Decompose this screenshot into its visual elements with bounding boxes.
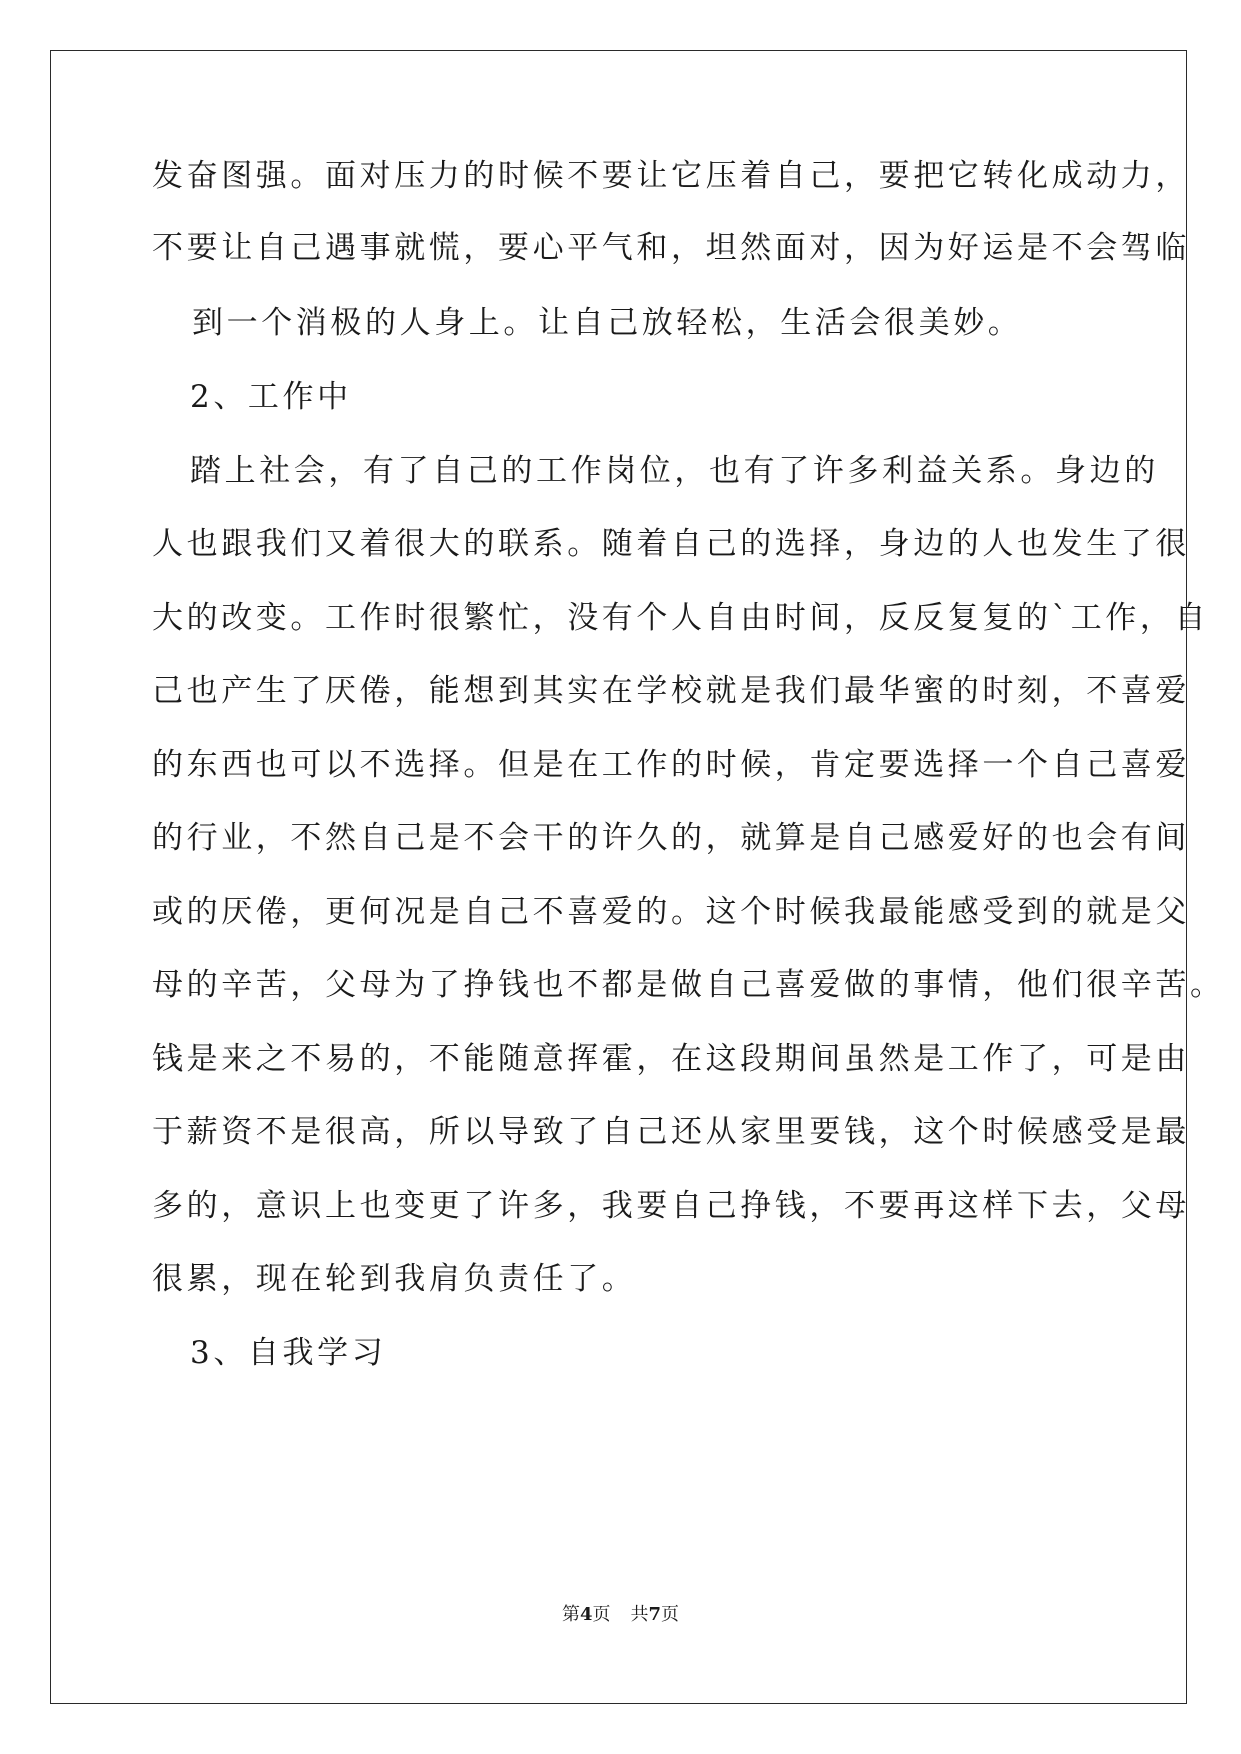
total-pages: 7 <box>648 1604 662 1625</box>
text-line: 踏上社会，有了自己的工作岗位，也有了许多利益关系。身边的 <box>190 453 1159 489</box>
section-heading: 2、工作中 <box>190 379 352 415</box>
text-line: 很累，现在轮到我肩负责任了。 <box>152 1261 637 1297</box>
page-footer <box>0 1603 1241 1627</box>
text-line: 人也跟我们又着很大的联系。随着自己的选择，身边的人也发生了很 <box>152 526 1190 562</box>
page-number: 4 <box>579 1604 593 1625</box>
text-line: 发奋图强。面对压力的时候不要让它压着自己，要把它转化成动力， <box>152 158 1190 194</box>
text-line: 己也产生了厌倦，能想到其实在学校就是我们最华蜜的时刻，不喜爱 <box>152 673 1190 709</box>
page-prefix: 第 <box>561 1604 580 1625</box>
text-line: 母的辛苦，父母为了挣钱也不都是做自己喜爱做的事情，他们很辛苦。 <box>152 967 1225 1003</box>
text-line: 的东西也可以不选择。但是在工作的时候，肯定要选择一个自己喜爱 <box>152 747 1190 783</box>
page-suffix: 页 <box>592 1604 611 1625</box>
total-prefix: 共 <box>630 1604 649 1625</box>
text-line: 到一个消极的人身上。让自己放轻松，生活会很美妙。 <box>192 305 1023 341</box>
text-line: 多的，意识上也变更了许多，我要自己挣钱，不要再这样下去，父母 <box>152 1188 1190 1224</box>
text-line: 不要让自己遇事就慌，要心平气和，坦然面对，因为好运是不会驾临 <box>152 230 1190 266</box>
text-line: 或的厌倦，更何况是自己不喜爱的。这个时候我最能感受到的就是父 <box>152 894 1190 930</box>
text-line: 钱是来之不易的，不能随意挥霍，在这段期间虽然是工作了，可是由 <box>152 1041 1190 1077</box>
text-line: 的行业，不然自己是不会干的许久的，就算是自己感爱好的也会有间 <box>152 820 1190 856</box>
text-line: 于薪资不是很高，所以导致了自己还从家里要钱，这个时候感受是最 <box>152 1114 1190 1150</box>
section-heading: 3、自我学习 <box>190 1335 387 1371</box>
text-line: 大的改变。工作时很繁忙，没有个人自由时间，反反复复的`工作，自 <box>152 600 1210 636</box>
total-suffix: 页 <box>661 1604 680 1625</box>
page-border <box>50 50 1187 1704</box>
